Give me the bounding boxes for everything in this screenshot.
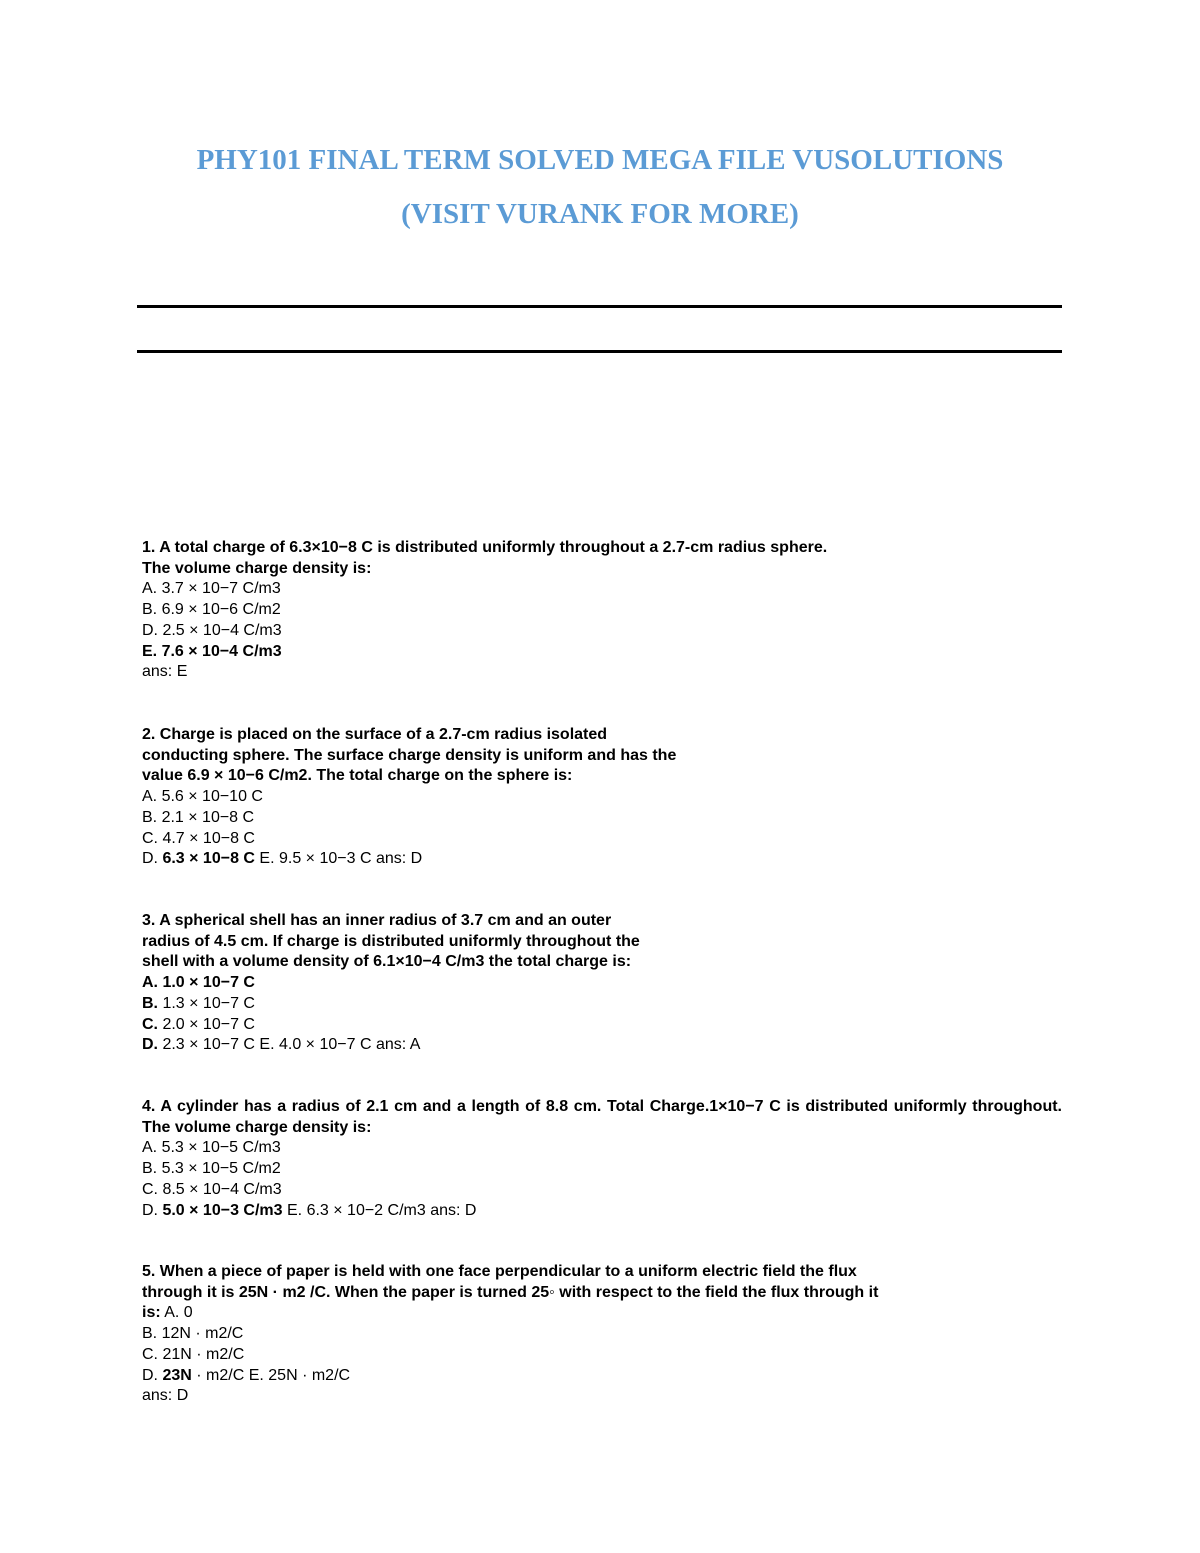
horizontal-rule-top xyxy=(137,305,1062,308)
option-d-line xyxy=(142,1035,1062,1056)
option-d-rest: · m2/C E. 25N · m2/C xyxy=(196,1366,351,1384)
option-b: B. 5.3 × 10−5 C/m2 xyxy=(142,1160,281,1178)
option-c-letter: C. xyxy=(142,1015,158,1033)
question-stem: value 6.9 × 10−6 C/m2. The total charge on the sphere is: xyxy=(142,767,573,785)
option-b: B. 12N · m2/C xyxy=(142,1325,244,1343)
question-stem: 3. A spherical shell has an inner radius of 3.7 cm and an outer xyxy=(142,912,612,929)
question-4 xyxy=(142,1097,1062,1221)
question-stem: radius of 4.5 cm. If charge is distributed uniformly throughout the xyxy=(142,932,640,950)
option-d-value: 5.0 × 10−3 C/m3 xyxy=(162,1201,283,1219)
question-stem: conducting sphere. The surface charge density is uniform and has the xyxy=(142,746,677,764)
option-e: E. 7.6 × 10−4 C/m3 xyxy=(142,642,282,660)
option-d-letter: D. xyxy=(142,1366,158,1384)
option-e-answer: E. 6.3 × 10−2 C/m3 ans: D xyxy=(287,1201,477,1219)
question-stem: 4. A cylinder has a radius of 2.1 cm and a length of 8.8 cm. Total Charge.1×10−7 C is distributed uniformly throughout. The volume charge density is: xyxy=(142,1098,1062,1136)
option-d-value: 2.3 × 10−7 C E. 4.0 × 10−7 C ans: A xyxy=(162,1036,421,1054)
question-stem: 2. Charge is placed on the surface of a 2.7-cm radius isolated xyxy=(142,726,608,743)
option-d-line xyxy=(142,1366,1062,1387)
option-c: C. 8.5 × 10−4 C/m3 xyxy=(142,1180,282,1198)
question-1 xyxy=(142,538,1062,683)
option-b: B. 2.1 × 10−8 C xyxy=(142,808,255,826)
option-d-answer-line xyxy=(142,1201,1062,1222)
answer: ans: E xyxy=(142,663,188,681)
option-d-value: 6.3 × 10−8 C xyxy=(162,850,255,868)
question-5 xyxy=(142,1262,1062,1407)
question-stem: shell with a volume density of 6.1×10−4 C/m3 the total charge is: xyxy=(142,953,632,971)
document-title: PHY101 FINAL TERM SOLVED MEGA FILE VUSOLUTIONS xyxy=(196,144,1004,176)
question-stem-end-line xyxy=(142,1303,1062,1324)
question-stem: The volume charge density is: xyxy=(142,559,372,577)
option-d: D. 2.5 × 10−4 C/m3 xyxy=(142,621,282,639)
option-c: C. 21N · m2/C xyxy=(142,1345,245,1363)
option-c-value: 2.0 × 10−7 C xyxy=(162,1015,255,1033)
question-stem: through it is 25N · m2 /C. When the paper is turned 25◦ with respect to the field the flux through it xyxy=(142,1283,879,1301)
option-d-value: 23N xyxy=(162,1366,192,1384)
option-a: A. 1.0 × 10−7 C xyxy=(142,974,255,992)
horizontal-rule-bottom xyxy=(137,350,1062,353)
option-e-answer: E. 9.5 × 10−3 C ans: D xyxy=(259,850,423,868)
answer: ans: D xyxy=(142,1387,189,1405)
option-c-line xyxy=(142,1015,1062,1036)
option-b-value: 1.3 × 10−7 C xyxy=(162,994,255,1012)
option-a: A. 5.6 × 10−10 C xyxy=(142,788,263,806)
option-d-letter: D. xyxy=(142,1036,158,1054)
option-d-answer-line xyxy=(142,849,1062,870)
option-a: A. 3.7 × 10−7 C/m3 xyxy=(142,580,281,598)
option-a: A. 5.3 × 10−5 C/m3 xyxy=(142,1139,281,1157)
question-stem: 5. When a piece of paper is held with one face perpendicular to a uniform electric field the flux xyxy=(142,1263,857,1280)
option-b-letter: B. xyxy=(142,994,158,1012)
question-3 xyxy=(142,911,1062,1056)
question-2 xyxy=(142,725,1062,870)
option-d-letter: D. xyxy=(142,1201,158,1219)
document-subtitle: (VISIT VURANK FOR MORE) xyxy=(401,198,799,230)
option-d-letter: D. xyxy=(142,850,158,868)
option-b-line xyxy=(142,994,1062,1015)
option-c: C. 4.7 × 10−8 C xyxy=(142,829,255,847)
question-stem: is: xyxy=(142,1304,161,1322)
question-stem: 1. A total charge of 6.3×10−8 C is distributed uniformly throughout a 2.7-cm radius sphere. xyxy=(142,539,828,556)
option-a: A. 0 xyxy=(164,1304,193,1322)
option-b: B. 6.9 × 10−6 C/m2 xyxy=(142,601,281,619)
